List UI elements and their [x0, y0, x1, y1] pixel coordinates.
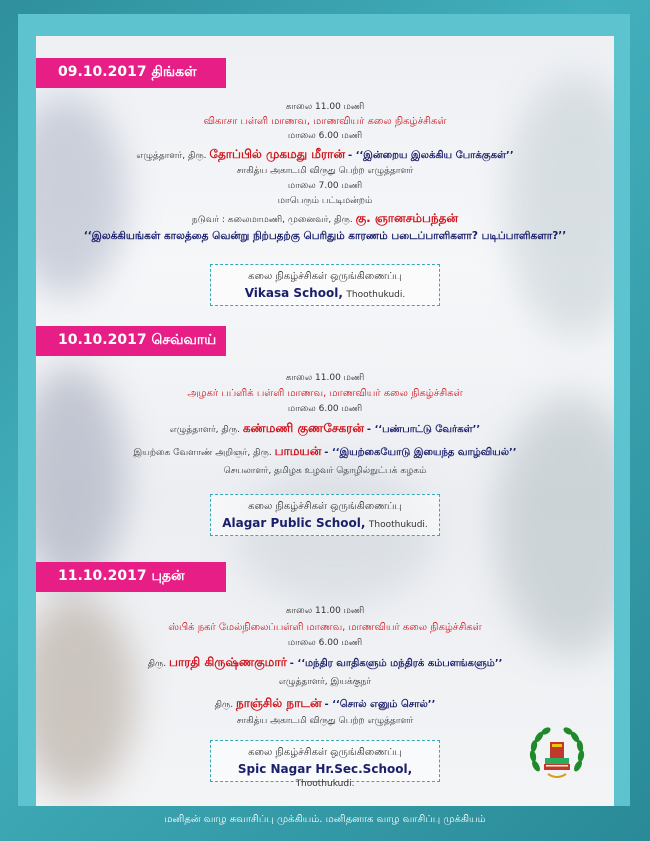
event-morning: அழகர் பப்ளிக் பள்ளி மாணவ, மாணவியர் கலை நிகழ்ச்சிகள்	[187, 388, 463, 399]
coordinator-box: கலை நிகழ்ச்சிகள் ஒருங்கிணைப்பு Spic Nagar Hr.Sec.School, Thoothukudi.	[210, 740, 440, 782]
time-evening: மாலை 6.00 மணி	[287, 638, 363, 648]
debate-title: மாபெரும் பட்டிமன்றம்	[277, 196, 373, 206]
date-tag-day3: 11.10.2017 புதன்	[36, 562, 226, 592]
speaker2-description: சாகித்ய அகாடமி விருது பெற்ற எழுத்தாளர்	[236, 716, 414, 726]
time-evening: மாலை 6.00 மணி	[287, 131, 363, 141]
speaker-line: திரு. பாரதி கிருஷ்ணகுமார் - ‘‘மந்திர வாதிகளும் மந்திரக் கம்பளங்களும்’’	[147, 655, 503, 669]
time-evening-2: மாலை 7.00 மணி	[287, 181, 363, 191]
moderator-line: நடுவர் : கலைமாமணி, முனைவர், திரு. கு. ஞானசம்பந்தன்	[191, 211, 459, 225]
speaker-description: எழுத்தாளர், இயக்குநர்	[278, 677, 372, 687]
time-evening: மாலை 6.00 மணி	[287, 404, 363, 414]
speaker-line: எழுத்தாளர், திரு. தோப்பில் முகமது மீரான் - ‘‘இன்றைய இலக்கிய போக்குகள்’’	[136, 147, 514, 161]
book-laurel-icon	[528, 722, 586, 784]
date-tag-day1: 09.10.2017 திங்கள்	[36, 58, 226, 88]
speaker2-line: இயற்கை வேளாண் அறிஞர், திரு. பாமயன் - ‘‘இயற்கையோடு இயைந்த வாழ்வியல்’’	[133, 444, 517, 458]
date-tag-day2: 10.10.2017 செவ்வாய்	[36, 326, 226, 356]
time-morning: காலை 11.00 மணி	[285, 102, 365, 112]
speaker-line: எழுத்தாளர், திரு. கண்மணி குணசேகரன் - ‘‘பண்பாட்டு வேர்கள்’’	[169, 421, 481, 435]
time-morning: காலை 11.00 மணி	[285, 373, 365, 383]
coordinator-box: கலை நிகழ்ச்சிகள் ஒருங்கிணைப்பு Vikasa School, Thoothukudi.	[210, 264, 440, 306]
coordinator-box: கலை நிகழ்ச்சிகள் ஒருங்கிணைப்பு Alagar Public School, Thoothukudi.	[210, 494, 440, 536]
event-morning: ஸ்பிக் நகர் மேல்நிலைப்பள்ளி மாணவ, மாணவியர் கலை நிகழ்ச்சிகள்	[168, 622, 482, 633]
footer-slogan: மனிதன் வாழ சுவாசிப்பு முக்கியம். மனிதனாக வாழ வாசிப்பு முக்கியம்	[164, 814, 486, 825]
time-morning: காலை 11.00 மணி	[285, 606, 365, 616]
speaker2-line: திரு. நாஞ்சில் நாடன் - ‘‘சொல் எனும் சொல்’’	[214, 696, 436, 710]
event-morning: விகாசா பள்ளி மாணவ, மாணவியர் கலை நிகழ்ச்சிகள்	[203, 116, 447, 127]
speaker-description: சாகித்ய அகாடமி விருது பெற்ற எழுத்தாளர்	[236, 166, 414, 176]
debate-topic: ‘‘இலக்கியங்கள் காலத்தை வென்று நிற்பதற்கு பெரிதும் காரணம் படைப்பாளிகளா? படிப்பாளிகளா?’’	[83, 230, 567, 242]
speaker2-description: செயலாளர், தமிழக உழவர் தொழில்நுட்பக் கழகம்	[223, 466, 427, 476]
